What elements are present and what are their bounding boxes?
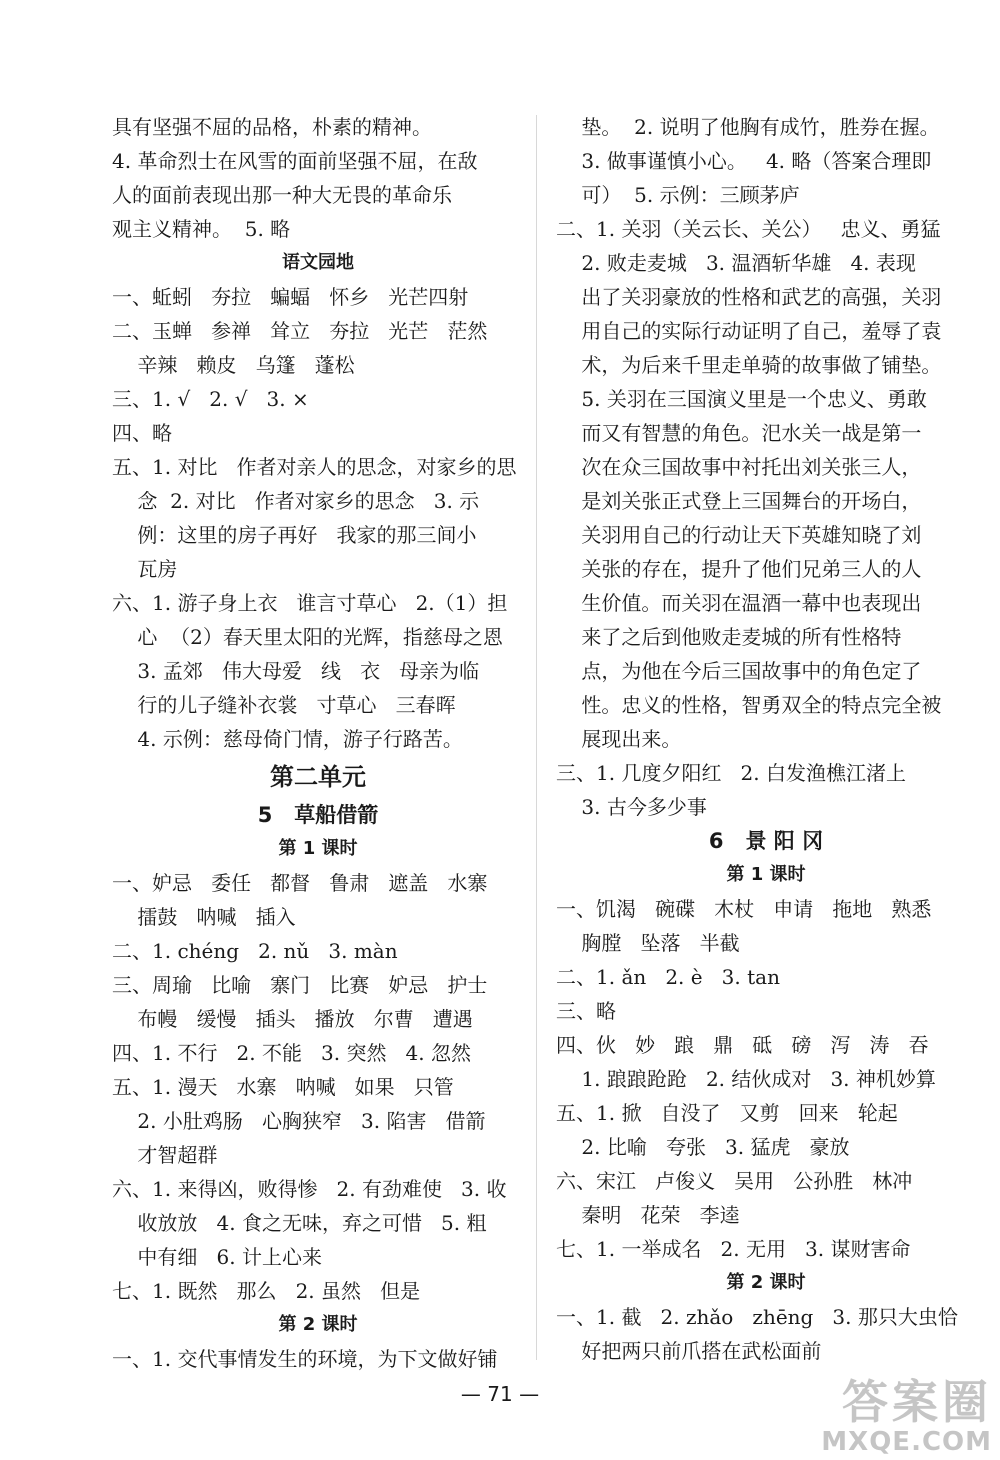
answer-line: 七、1. 既然 那么 2. 虽然 但是	[112, 1279, 421, 1303]
answer-line: 三、周瑜 比喻 寨门 比赛 妒忌 护士	[112, 973, 488, 997]
answer-line: 3. 做事谨慎小心。 4. 略（答案合理即	[556, 149, 932, 173]
watermark-logo	[821, 1376, 992, 1456]
answer-line: 术，为后来千里走单骑的故事做了铺垫。	[556, 353, 942, 377]
answer-line: 3. 古今多少事	[556, 795, 707, 819]
answer-line: 人的面前表现出那一种大无畏的革命乐	[112, 183, 452, 207]
answer-line: 具有坚强不屈的品格，朴素的精神。	[112, 115, 432, 139]
answer-line: 来了之后到他败走麦城的所有性格特	[556, 625, 902, 649]
unit-heading: 第二单元	[270, 763, 366, 791]
answer-line: 五、1. 掀 自没了 又剪 回来 轮起	[556, 1101, 898, 1125]
answer-line: 一、1. 交代事情发生的环境，为下文做好铺	[112, 1347, 498, 1371]
page-number: — 71 —	[460, 1382, 540, 1406]
answer-line: 观主义精神。 5. 略	[112, 217, 291, 241]
answer-line: 一、饥渴 碗碟 木杖 申请 拖地 熟悉	[556, 897, 932, 921]
answer-line: 中有细 6. 计上心来	[112, 1245, 322, 1269]
answer-line: 例：这里的房子再好 我家的那三间小	[112, 523, 477, 547]
answer-line: 瓦房	[112, 557, 178, 581]
answer-line: 好把两只前爪搭在武松面前	[556, 1339, 822, 1363]
answer-line: 才智超群	[112, 1143, 218, 1167]
answer-line: 关羽用自己的行动让天下英雄知晓了刘	[556, 523, 922, 547]
answer-line: 点，为他在今后三国故事中的角色定了	[556, 659, 922, 683]
answer-line: 一、1. 截 2. zhǎo zhēng 3. 那只大虫恰	[556, 1305, 958, 1329]
answer-line: 关张的存在，提升了他们兄弟三人的人	[556, 557, 922, 581]
answer-line: 收放放 4. 食之无味，弃之可惜 5. 粗	[112, 1211, 487, 1235]
answer-line: 六、1. 来得凶，败得惨 2. 有劲难使 3. 收	[112, 1177, 507, 1201]
answer-line: 用自己的实际行动证明了自己，羞辱了袁	[556, 319, 942, 343]
answer-line: 二、1. chéng 2. nǔ 3. màn	[112, 939, 398, 963]
answer-line: 而又有智慧的角色。汜水关一战是第一	[556, 421, 922, 445]
section-heading: 第 2 课时	[278, 1314, 358, 1335]
answer-line: 念 2. 对比 作者对家乡的思念 3. 示	[112, 489, 480, 513]
answer-line: 六、宋江 卢俊义 吴用 公孙胜 林冲	[556, 1169, 913, 1193]
answer-line: 四、伙 妙 踉 鼎 砥 磅 泻 涛 吞	[556, 1033, 929, 1057]
answer-line: 1. 踉踉跄跄 2. 结伙成对 3. 神机妙算	[556, 1067, 936, 1091]
left-column	[112, 110, 524, 1376]
answer-line: 辛辣 赖皮 乌篷 蓬松	[112, 353, 355, 377]
answer-line: 三、略	[556, 999, 616, 1023]
answer-line: 五、1. 漫天 水寨 呐喊 如果 只管	[112, 1075, 454, 1099]
answer-line: 二、1. ǎn 2. è 3. tan	[556, 965, 780, 989]
answer-line: 是刘关张正式登上三国舞台的开场白，	[556, 489, 922, 513]
answer-line: 行的儿子缝补衣裳 寸草心 三春晖	[112, 693, 456, 717]
section-heading: 语文园地	[282, 252, 354, 273]
lesson-heading: 6 景 阳 冈	[708, 829, 824, 853]
answer-line: 2. 小肚鸡肠 心胸狭窄 3. 陷害 借箭	[112, 1109, 486, 1133]
answer-line: 生价值。而关羽在温酒一幕中也表现出	[556, 591, 922, 615]
answer-line: 4. 革命烈士在风雪的面前坚强不屈，在敌	[112, 149, 478, 173]
answer-line: 六、1. 游子身上衣 谁言寸草心 2.（1）担	[112, 591, 508, 615]
answer-line: 二、1. 关羽（关云长、关公） 忠义、勇猛	[556, 217, 941, 241]
answer-line: 一、妒忌 委任 都督 鲁肃 遮盖 水寨	[112, 871, 488, 895]
answer-line: 性。忠义的性格，智勇双全的特点完全被	[556, 693, 942, 717]
answer-line: 次在众三国故事中衬托出刘关张三人，	[556, 455, 922, 479]
section-heading: 第 2 课时	[726, 1272, 806, 1293]
watermark-main-text: 答案圈	[842, 1375, 992, 1429]
answer-line: 5. 关羽在三国演义里是一个忠义、勇敢	[556, 387, 927, 411]
watermark-site-text: MXQE.COM	[821, 1427, 992, 1457]
right-column	[556, 110, 976, 1368]
answer-line: 垫。 2. 说明了他胸有成竹，胜券在握。	[556, 115, 940, 139]
answer-line: 3. 孟郊 伟大母爱 线 衣 母亲为临	[112, 659, 480, 683]
answer-line: 2. 败走麦城 3. 温酒斩华雄 4. 表现	[556, 251, 916, 275]
answer-line: 可） 5. 示例：三顾茅庐	[556, 183, 800, 207]
answer-line: 三、1. √ 2. √ 3. ×	[112, 387, 309, 411]
answer-line: 布幔 缓慢 插头 播放 尔曹 遭遇	[112, 1007, 473, 1031]
answer-line: 2. 比喻 夸张 3. 猛虎 豪放	[556, 1135, 850, 1159]
answer-line: 擂鼓 呐喊 插入	[112, 905, 296, 929]
answer-line: 一、蚯蚓 夯拉 蝙蝠 怀乡 光芒四射	[112, 285, 469, 309]
section-heading: 第 1 课时	[726, 864, 806, 885]
answer-line: 五、1. 对比 作者对亲人的思念，对家乡的思	[112, 455, 517, 479]
answer-line: 四、1. 不行 2. 不能 3. 突然 4. 忽然	[112, 1041, 471, 1065]
answer-line: 七、1. 一举成名 2. 无用 3. 谋财害命	[556, 1237, 911, 1261]
answer-line: 秦明 花荣 李逵	[556, 1203, 740, 1227]
lesson-heading: 5 草船借箭	[257, 803, 379, 827]
answer-line: 展现出来。	[556, 727, 682, 751]
answer-line: 三、1. 几度夕阳红 2. 白发渔樵江渚上	[556, 761, 906, 785]
section-heading: 第 1 课时	[278, 838, 358, 859]
answer-line: 心 （2）春天里太阳的光辉，指慈母之恩	[112, 625, 503, 649]
answer-line: 二、玉蝉 参禅 耸立 夯拉 光芒 茫然	[112, 319, 488, 343]
answer-line: 出了关羽豪放的性格和武艺的高强，关羽	[556, 285, 942, 309]
answer-line: 四、略	[112, 421, 172, 445]
answer-line: 4. 示例：慈母倚门情，游子行路苦。	[112, 727, 463, 751]
answer-line: 胸膛 坠落 半截	[556, 931, 740, 955]
column-divider	[536, 115, 537, 1360]
